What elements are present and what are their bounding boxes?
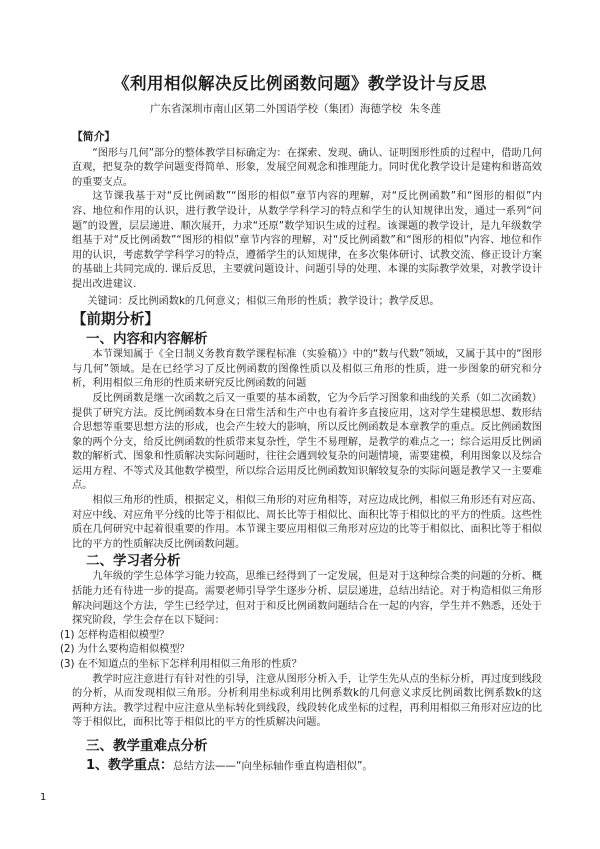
page-number: 1 — [40, 792, 47, 803]
abstract-paragraph-2: 这节课我基于对“反比例函数”“图形的相似”章节内容的理解，对“反比例函数”和“图形的相似”内容、地位和作用的认识，进行教学设计，从数学学科学习的特点和学生的认知规律出发，通过一系列“问题”的设置，层层递进、顺次展开，力求“还原”数学知识生成的过程。该课题的教学设计，是九年级数学组基于对“反比例函数”“图形的相似”章节内容的理解，对“反比例函数”和“图形的相似”内容、地位和作用的认识，考虑数学学科学习的特点，遵循学生的认知规律，在多次集体研讨、试教交流、修正设计方案的基础上共同完成的. 课后反思，主要就问题设计、问题引导的处理、本课的实际教学效果，对教学设计提出改进建议. — [72, 191, 542, 290]
learner-paragraph-1: 九年级的学生总体学习能力较高，思维已经得到了一定发展，但是对于这种综合类的问题的分析、概括能力还有待进一步的提高。需要老师引导学生逐步分析、层层递进，总结出结论。对于构造相似三角形解决问题这个方法，学生已经学过，但对于和反比例函数问题结合在一起的内容，学生并不熟悉，还处于探究阶段，学生会存在以下疑问： — [72, 571, 542, 627]
teaching-focus-label: 1、教学重点： — [86, 757, 174, 773]
teaching-focus-line — [72, 759, 542, 774]
document-title: 《利用相似解决反比例函数问题》教学设计与反思 — [113, 74, 487, 93]
document-body — [60, 130, 542, 774]
learner-paragraph-2: 教学时应注意进行有针对性的引导，注意从图形分析入手，让学生先从点的坐标分析，再过度到线段的分析，从而发现相似三角形。分析利用坐标或利用比例系数k的几何意义求反比例函数比例系数k的这两种方法。教学过程中应注意从坐标转化到线段，线段转化成坐标的过程，再利用相似三角形对应边的比等于相似比，面积比等于相似比的平方的性质解决问题。 — [72, 673, 542, 729]
subheading-learner-analysis: 二、学习者分析 — [86, 553, 181, 570]
section-heading-preliminary-analysis: 【前期分析】 — [72, 312, 159, 329]
subheading-key-difficult-points: 三、教学重难点分析 — [86, 737, 208, 754]
teaching-focus-text: 总结方法——“向坐标轴作垂直构造相似”。 — [173, 759, 373, 772]
question-item: (2) 为什么要构造相似模型？ — [60, 644, 190, 656]
content-paragraph-2: 反比例函数是继一次函数之后又一重要的基本函数，它为今后学习图象和曲线的关系（如二次函数）提供了研究方法。反比例函数本身在日常生活和生产中也有着许多直接应用，这对学生建模思想、数形结合思想等重要思想方法的形成，也会产生较大的影响，所以反比例函数是本章教学的重点。反比例函数图象的两个分支，给反比例函数的性质带来复杂性，学生不易理解，是教学的难点之一；综合运用反比例函数的解析式、图象和性质解决实际问题时，往往会遇到较复杂的问题情境，需要建模，利用图象以及综合运用方程、不等式及其他数学模型，所以综合运用反比例函数知识解较复杂的实际问题是教学又一主要难点。 — [72, 392, 542, 492]
abstract-paragraph-1: “图形与几何”部分的整体教学目标确定为：在探索、发现、确认、证明图形性质的过程中，借助几何直观，把复杂的数学问题变得简单、形象，发展空间观念和推理能力。同时优化教学设计是建构和谐高效的重要支点。 — [72, 147, 542, 188]
subheading-content-analysis: 一、内容和内容解析 — [86, 331, 208, 348]
abstract-heading: 【简介】 — [72, 130, 116, 143]
content-paragraph-1: 本节课知属于《全日制义务教育数学课程标准（实验稿）》中的“数与代数”领域，又属于其中的“图形与几何”领域。是在已经学习了反比例函数的图像性质以及相似三角形的性质，进一步图象的研究和分析，利用相似三角形的性质来研究反比例函数的问题 — [72, 349, 542, 390]
question-item: (3) 在不知道点的坐标下怎样利用相似三角形的性质？ — [60, 659, 302, 670]
keywords-line: 关键词：反比例函数k的几何意义；相似三角形的性质；教学设计；教学反思。 — [87, 295, 440, 307]
content-paragraph-3: 相似三角形的性质，根据定义，相似三角形的对应角相等，对应边成比例，相似三角形还有对应高、对应中线、对应角平分线的比等于相似比、周长比等于相似比、面积比等于相似比的平方的性质。这些性质在几何研究中起着很重要的作用。本节课主要应用相似三角形对应边的比等于相似比、面积比等于相似比的平方的性质解决反比例函数问题。 — [72, 495, 542, 550]
author-line: 广东省深圳市南山区第二外国语学校（集团）海德学校 朱冬莲 — [150, 103, 441, 115]
question-item: (1) 怎样构造相似模型？ — [60, 629, 170, 641]
